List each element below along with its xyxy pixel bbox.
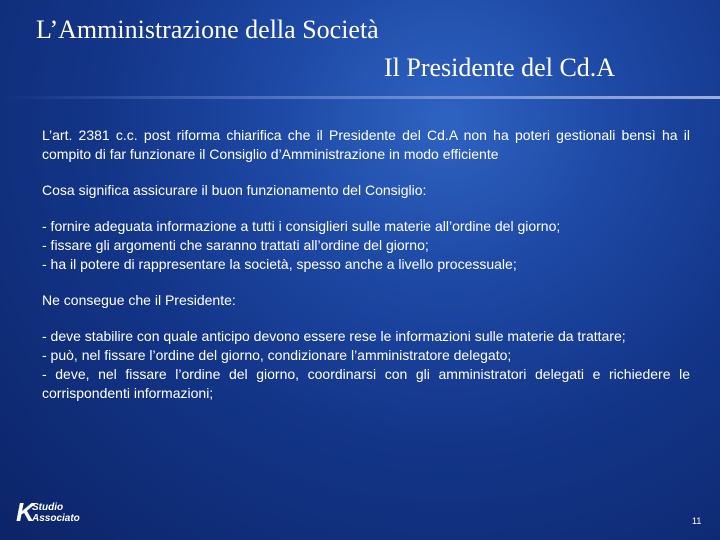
page-number: 11 bbox=[692, 516, 702, 526]
list-item: - fornire adeguata informazione a tutti i consiglieri sulle materie all’ordine del giorno; bbox=[42, 218, 561, 234]
paragraph-question bbox=[42, 181, 690, 200]
text-line: Cosa significa assicurare il buon funzionamento del Consiglio: bbox=[42, 182, 427, 198]
list-item: - può, nel fissare l’ordine del giorno, condizionare l’amministratore delegato; bbox=[42, 347, 512, 363]
logo-line2: Associato bbox=[32, 513, 80, 524]
slide-subtitle: Il Presidente del Cd.A bbox=[384, 53, 616, 82]
list-item: - deve, nel fissare l’ordine del giorno, coordinarsi con gli amministratori delegati e richiedere le corrispondenti informazioni; bbox=[42, 366, 690, 401]
slide-title: L’Amministrazione della Società bbox=[36, 15, 379, 44]
paragraph-consequence-list bbox=[42, 327, 690, 403]
studio-logo bbox=[16, 498, 96, 526]
list-item: - fissare gli argomenti che saranno trattati all’ordine del giorno; bbox=[42, 237, 429, 253]
title-divider bbox=[0, 96, 720, 99]
logo-line1: Studio bbox=[32, 502, 64, 513]
paragraph-intro bbox=[42, 126, 690, 164]
text-line: L’art. 2381 c.c. post riforma chiarifica che il Presidente del Cd.A non ha poteri gestionali bensì ha il compito di far funzionare il Consiglio d’Amministrazione in modo efficiente bbox=[42, 127, 690, 162]
slide-body bbox=[42, 126, 690, 403]
text-line: Ne consegue che il Presidente: bbox=[42, 292, 236, 308]
list-item: - ha il potere di rappresentare la società, spesso anche a livello processuale; bbox=[42, 256, 517, 272]
logo-letter: K bbox=[16, 497, 35, 527]
paragraph-duties-list bbox=[42, 217, 690, 274]
list-item: - deve stabilire con quale anticipo devono essere rese le informazioni sulle materie da trattare; bbox=[42, 328, 626, 344]
paragraph-consequence bbox=[42, 291, 690, 310]
